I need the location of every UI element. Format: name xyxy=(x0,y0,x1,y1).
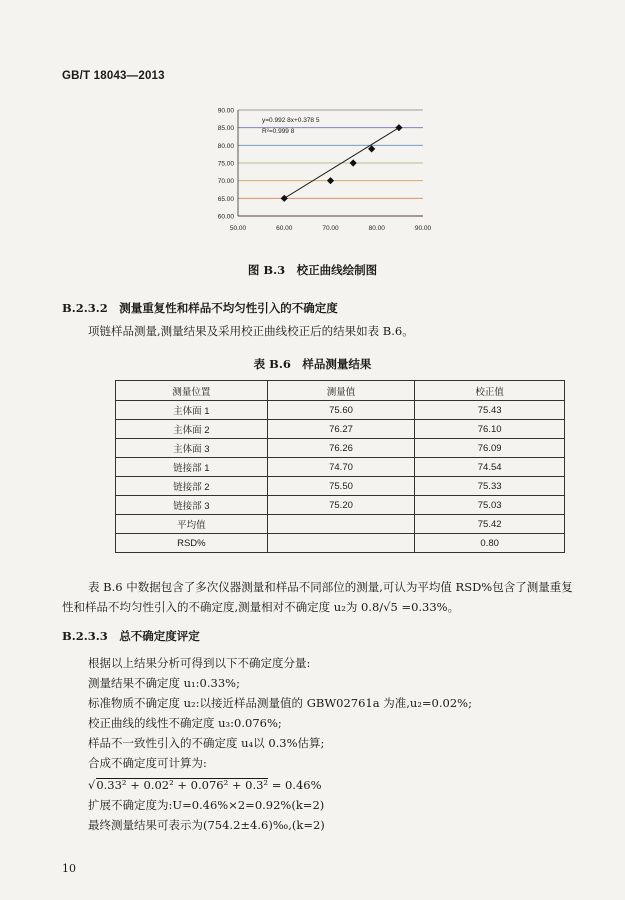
chart-x-tick-label: 50.00 xyxy=(229,225,247,232)
chart-x-tick-label: 90.00 xyxy=(414,225,432,232)
table-cell: 主体面 3 xyxy=(116,439,268,458)
table-cell: 75.03 xyxy=(415,496,565,515)
chart-data-point xyxy=(350,159,357,166)
chart-x-tick-label: 70.00 xyxy=(322,225,339,232)
chart-x-tick-label: 60.00 xyxy=(276,225,293,232)
uncertainty-line: 样品不一致性引入的不确定度 u₄以 0.3%估算; xyxy=(88,736,325,750)
calibration-chart xyxy=(198,100,443,242)
chart-equation: y=0.992 8x+0.378 5 xyxy=(262,117,320,124)
figure-caption: 图 B.3 校正曲线绘制图 xyxy=(247,263,378,277)
table-cell: 平均值 xyxy=(116,515,268,534)
chart-y-tick-label: 60.00 xyxy=(217,213,234,221)
section-heading-b232: B.2.3.2 测量重复性和样品不均匀性引入的不确定度 xyxy=(62,301,338,315)
uncertainty-line: 合成不确定度可计算为: xyxy=(88,756,207,770)
table-cell xyxy=(267,515,415,534)
chart-svg xyxy=(198,100,443,242)
chart-data-point xyxy=(395,124,402,131)
uncertainty-line: 根据以上结果分析可得到以下不确定度分量: xyxy=(88,656,311,670)
chart-data-point xyxy=(281,195,288,202)
standard-header: GB/T 18043—2013 xyxy=(62,70,165,82)
uncertainty-line: 校正曲线的线性不确定度 u₃:0.076%; xyxy=(88,716,282,730)
table-row xyxy=(116,458,565,477)
table-cell: 链接部 3 xyxy=(116,496,268,515)
table-cell: 75.20 xyxy=(267,496,415,515)
analysis-text-line-2: 性和样品不均匀性引入的不确定度,测量相对不确定度 u₂为 0.8/√5 =0.33%。 xyxy=(62,600,460,614)
section-heading-b233: B.2.3.3 总不确定度评定 xyxy=(62,629,200,643)
chart-data-point xyxy=(327,177,334,184)
table-row xyxy=(116,439,565,458)
table-cell: 74.70 xyxy=(267,458,415,477)
table-cell: 76.09 xyxy=(415,439,565,458)
chart-y-tick-label: 70.00 xyxy=(217,178,234,186)
table-cell: 74.54 xyxy=(415,458,565,477)
table-cell: 76.27 xyxy=(267,420,415,439)
chart-y-tick-label: 85.00 xyxy=(217,125,234,133)
table-cell: 75.33 xyxy=(415,477,565,496)
table-cell: 主体面 1 xyxy=(116,401,268,420)
expanded-uncertainty: 扩展不确定度为:U=0.46%×2=0.92%(k=2) xyxy=(88,798,325,812)
table-row xyxy=(116,477,565,496)
chart-r-squared: R²=0.999 8 xyxy=(262,128,295,135)
table-row xyxy=(116,496,565,515)
table-row xyxy=(116,534,565,553)
chart-y-tick-label: 75.00 xyxy=(217,160,234,168)
table-row xyxy=(116,420,565,439)
table-cell: 0.80 xyxy=(415,534,565,553)
combined-uncertainty-formula xyxy=(88,776,322,795)
table-row xyxy=(116,515,565,534)
sqrt-symbol: √ xyxy=(88,778,96,792)
formula-radicand: 0.33² + 0.02² + 0.076² + 0.3² xyxy=(96,778,269,792)
page-number: 10 xyxy=(62,862,76,875)
table-header-cell: 测量位置 xyxy=(116,381,268,401)
analysis-text-line-1: 表 B.6 中数据包含了多次仪器测量和样品不同部位的测量,可认为平均值 RSD%包含了测量重复 xyxy=(88,580,573,594)
table-caption: 表 B.6 样品测量结果 xyxy=(253,357,372,371)
table-cell: 75.50 xyxy=(267,477,415,496)
chart-x-tick-label: 80.00 xyxy=(368,225,385,232)
table-cell: 76.26 xyxy=(267,439,415,458)
table-cell: 75.43 xyxy=(415,401,565,420)
section-intro-text: 项链样品测量,测量结果及采用校正曲线校正后的结果如表 B.6。 xyxy=(88,324,414,338)
formula-result: = 0.46% xyxy=(271,778,322,792)
table-header-row xyxy=(116,381,565,401)
chart-y-tick-label: 90.00 xyxy=(217,107,234,115)
table-cell: 76.10 xyxy=(415,420,565,439)
uncertainty-line: 标准物质不确定度 u₂:以接近样品测量值的 GBW02761a 为准,u₂=0.02%; xyxy=(88,696,472,710)
uncertainty-line: 测量结果不确定度 u₁:0.33%; xyxy=(88,676,240,690)
table-header-cell: 校正值 xyxy=(415,381,565,401)
table-cell xyxy=(267,534,415,553)
chart-y-tick-label: 65.00 xyxy=(217,195,234,203)
table-cell: 75.42 xyxy=(415,515,565,534)
table-cell: RSD% xyxy=(116,534,268,553)
table-cell: 75.60 xyxy=(267,401,415,420)
results-table xyxy=(115,380,565,553)
table-row xyxy=(116,401,565,420)
table-cell: 链接部 1 xyxy=(116,458,268,477)
table-cell: 主体面 2 xyxy=(116,420,268,439)
final-result: 最终测量结果可表示为(754.2±4.6)‰,(k=2) xyxy=(88,818,325,832)
table-header-cell: 测量值 xyxy=(267,381,415,401)
table-cell: 链接部 2 xyxy=(116,477,268,496)
chart-y-tick-label: 80.00 xyxy=(217,142,234,150)
